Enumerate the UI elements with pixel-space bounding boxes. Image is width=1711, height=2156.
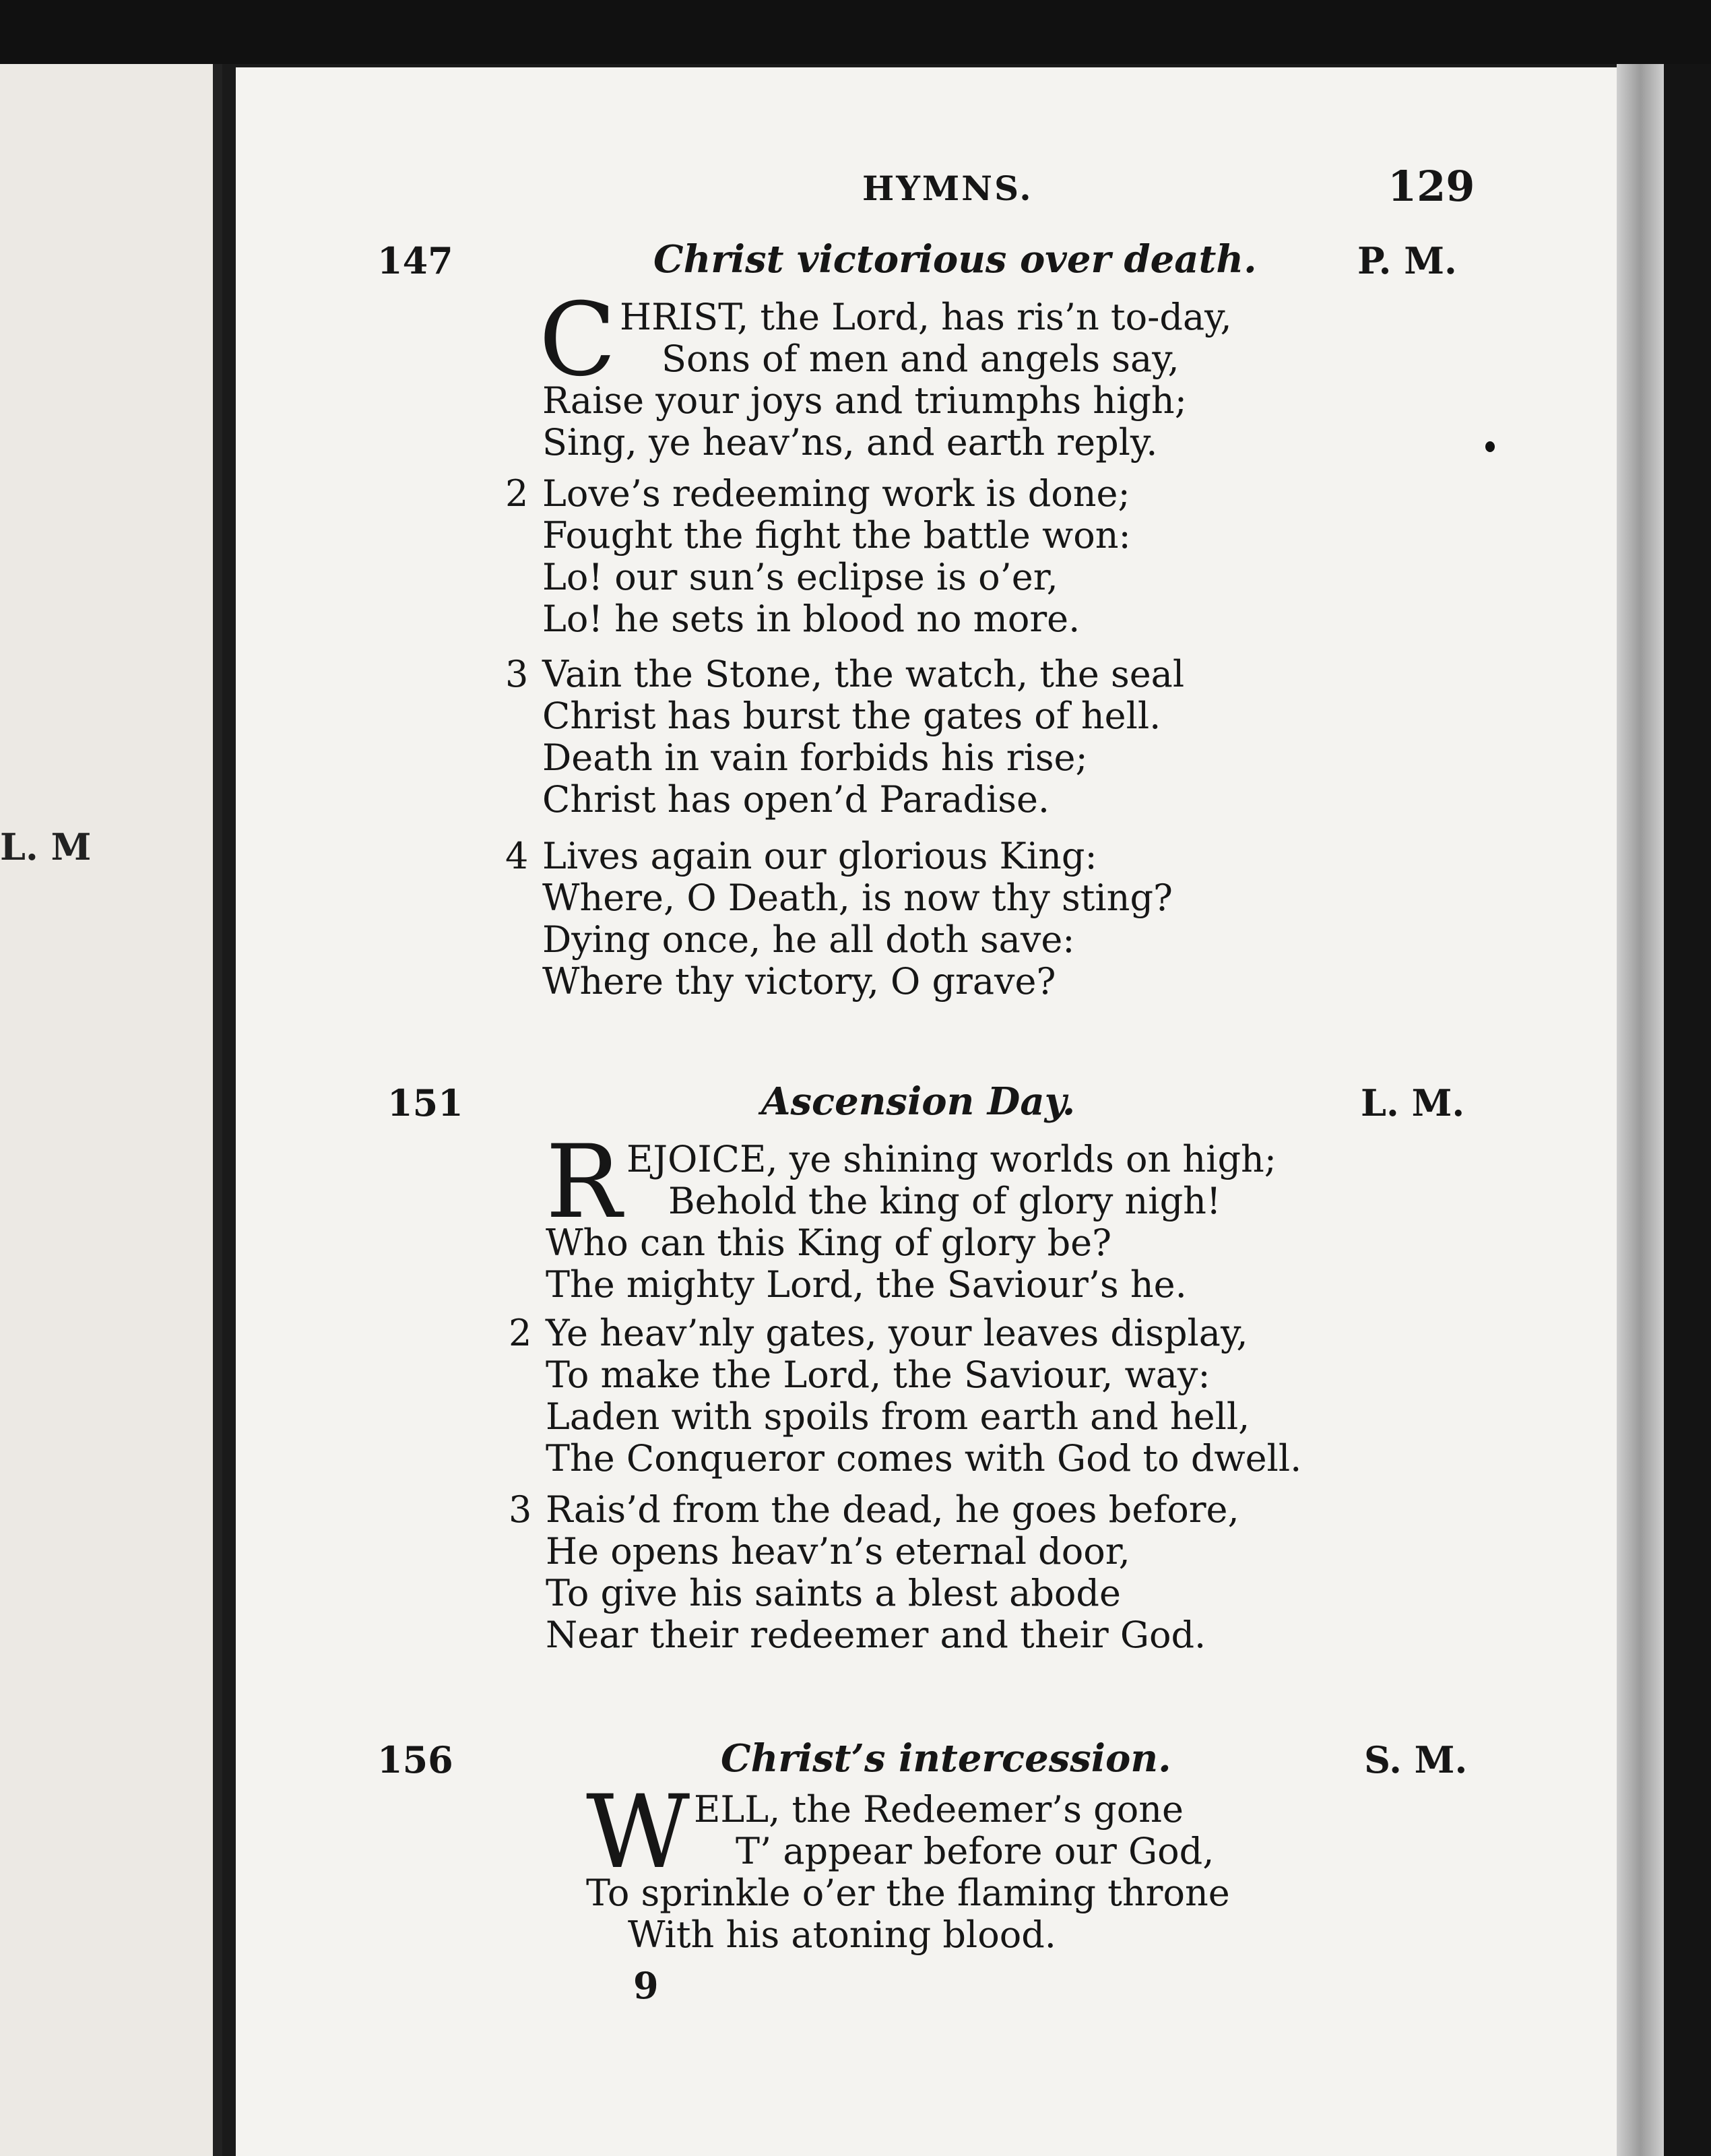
verse-line: Love’s redeeming work is done; <box>542 472 1130 515</box>
verse-line: Near their redeemer and their God. <box>546 1614 1206 1656</box>
verse-line: Fought the fight the battle won: <box>542 514 1131 557</box>
verse-line: Vain the Stone, the watch, the seal <box>542 653 1185 695</box>
stanza <box>546 1489 1239 1656</box>
stanza <box>542 835 1173 1003</box>
stanza <box>542 380 1187 464</box>
stanza <box>586 1872 1230 1956</box>
verse-line: To give his saints a blest abode <box>546 1572 1121 1614</box>
verse-line: T’ appear before our God, <box>736 1830 1215 1872</box>
verse-line: Behold the king of glory nigh! <box>668 1180 1221 1222</box>
stanza-number: 2 <box>509 1312 532 1354</box>
verse-line: Lo! our sun’s eclipse is o’er, <box>542 556 1058 598</box>
verse-line: ELL, the Redeemer’s gone <box>694 1788 1184 1831</box>
verse-line: Ye heav’nly gates, your leaves display, <box>546 1312 1248 1354</box>
verse-line: HRIST, the Lord, has ris’n to-day, <box>620 296 1232 338</box>
hymn-number: 156 <box>377 1738 453 1781</box>
drop-cap: C <box>539 282 616 399</box>
scan-border-right <box>1664 64 1711 2156</box>
verse-line: To make the Lord, the Saviour, way: <box>546 1354 1210 1396</box>
hymn-meter: S. M. <box>1364 1738 1468 1781</box>
stanza <box>626 1139 1277 1222</box>
verse-line: Sons of men and angels say, <box>661 338 1180 380</box>
verse-line: The mighty Lord, the Saviour’s he. <box>546 1263 1187 1306</box>
verse-line: Lo! he sets in blood no more. <box>542 598 1080 640</box>
margin-meter: L. M <box>0 825 92 868</box>
hymn-meter: P. M. <box>1357 239 1457 282</box>
verse-line: Christ has open’d Paradise. <box>542 778 1050 821</box>
drop-cap: R <box>546 1124 622 1241</box>
verse-line: Where thy victory, O grave? <box>542 960 1056 1003</box>
stanza-number: 2 <box>505 472 529 515</box>
stanza-number: 3 <box>505 653 529 695</box>
signature-mark: 9 <box>633 1964 659 2007</box>
stanza <box>542 654 1184 821</box>
stanza-number: 4 <box>505 835 529 877</box>
verse-line: He opens heav’n’s eternal door, <box>546 1530 1130 1573</box>
hymn-title: Christ’s intercession. <box>721 1736 1171 1781</box>
ink-speck <box>1485 441 1495 452</box>
facing-page <box>0 64 222 2156</box>
verse-line: With his atoning blood. <box>628 1913 1056 1956</box>
page-edge <box>1617 64 1664 2156</box>
verse-line: Sing, ye heav’ns, and earth reply. <box>542 421 1158 464</box>
verse-line: EJOICE, ye shining worlds on high; <box>626 1138 1277 1180</box>
verse-line: Dying once, he all doth save: <box>542 918 1075 961</box>
verse-line: Laden with spoils from earth and hell, <box>546 1395 1250 1438</box>
hymn-page <box>236 67 1617 2156</box>
stanza-number: 3 <box>509 1488 532 1531</box>
drop-cap: W <box>586 1774 690 1891</box>
stanza <box>620 296 1232 380</box>
page-gutter <box>213 64 222 2156</box>
verse-line: Lives again our glorious King: <box>542 835 1097 877</box>
stanza <box>546 1312 1301 1480</box>
stanza <box>546 1222 1187 1306</box>
page-number: 129 <box>1388 162 1475 211</box>
hymn-title: Ascension Day. <box>761 1079 1076 1124</box>
verse-line: Who can this King of glory be? <box>546 1222 1112 1264</box>
hymn-number: 151 <box>387 1081 463 1124</box>
stanza <box>694 1789 1214 1872</box>
scan-border-top <box>0 0 1711 64</box>
running-head: HYMNS. <box>862 168 1033 208</box>
verse-line: Death in vain forbids his rise; <box>542 736 1088 779</box>
verse-line: Rais’d from the dead, he goes before, <box>546 1488 1239 1531</box>
verse-line: To sprinkle o’er the flaming throne <box>586 1872 1230 1914</box>
stanza <box>542 473 1131 640</box>
hymn-number: 147 <box>377 239 453 282</box>
verse-line: Christ has burst the gates of hell. <box>542 695 1161 737</box>
verse-line: The Conqueror comes with God to dwell. <box>546 1437 1302 1480</box>
verse-line: Where, O Death, is now thy sting? <box>542 877 1173 919</box>
verse-line: Raise your joys and triumphs high; <box>542 379 1187 422</box>
hymn-title: Christ victorious over death. <box>653 237 1257 282</box>
hymn-meter: L. M. <box>1361 1081 1465 1124</box>
